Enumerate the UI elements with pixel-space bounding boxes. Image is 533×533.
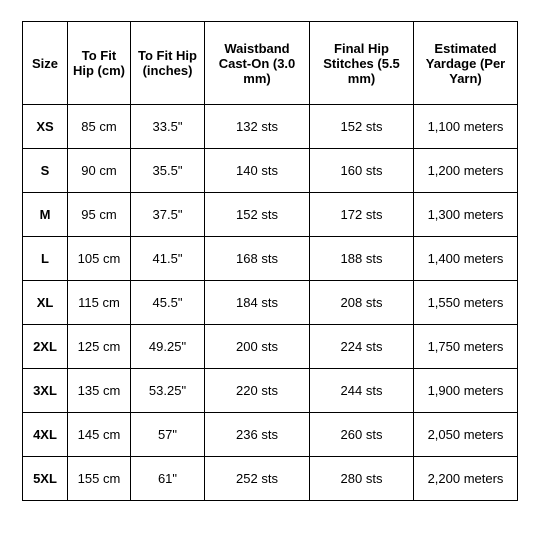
size-cell: XS [23,105,68,149]
hip-stitches-cell: 224 sts [310,325,414,369]
size-cell: L [23,237,68,281]
table-header [23,22,518,105]
hip-cm-cell: 125 cm [68,325,131,369]
cast-on-cell: 200 sts [205,325,310,369]
size-cell: 5XL [23,457,68,501]
table-row [23,457,518,501]
size-cell: S [23,149,68,193]
cast-on-cell: 168 sts [205,237,310,281]
size-cell: 3XL [23,369,68,413]
cast-on-cell: 236 sts [205,413,310,457]
table-body [23,105,518,501]
hip-cm-cell: 145 cm [68,413,131,457]
hip-inches-cell: 41.5" [131,237,205,281]
hip-inches-cell: 33.5" [131,105,205,149]
header-waistband-cast-on: Waistband Cast-On (3.0 mm) [205,22,310,105]
table-row [23,325,518,369]
table-row [23,105,518,149]
hip-stitches-cell: 260 sts [310,413,414,457]
hip-cm-cell: 90 cm [68,149,131,193]
hip-inches-cell: 61" [131,457,205,501]
hip-stitches-cell: 152 sts [310,105,414,149]
cast-on-cell: 184 sts [205,281,310,325]
table-row [23,149,518,193]
header-row [23,22,518,105]
hip-inches-cell: 45.5" [131,281,205,325]
yardage-cell: 1,900 meters [414,369,518,413]
yardage-cell: 2,050 meters [414,413,518,457]
header-size: Size [23,22,68,105]
size-cell: M [23,193,68,237]
yardage-cell: 1,200 meters [414,149,518,193]
table-row [23,413,518,457]
hip-cm-cell: 105 cm [68,237,131,281]
hip-stitches-cell: 280 sts [310,457,414,501]
cast-on-cell: 132 sts [205,105,310,149]
table-row [23,281,518,325]
hip-inches-cell: 49.25" [131,325,205,369]
header-estimated-yardage: Estimated Yardage (Per Yarn) [414,22,518,105]
size-chart-table [22,21,518,501]
table-row [23,237,518,281]
hip-stitches-cell: 244 sts [310,369,414,413]
hip-cm-cell: 115 cm [68,281,131,325]
yardage-cell: 1,100 meters [414,105,518,149]
hip-cm-cell: 135 cm [68,369,131,413]
yardage-cell: 1,750 meters [414,325,518,369]
yardage-cell: 1,550 meters [414,281,518,325]
hip-inches-cell: 37.5" [131,193,205,237]
header-hip-cm: To Fit Hip (cm) [68,22,131,105]
cast-on-cell: 220 sts [205,369,310,413]
header-final-hip-stitches: Final Hip Stitches (5.5 mm) [310,22,414,105]
hip-stitches-cell: 160 sts [310,149,414,193]
hip-inches-cell: 35.5" [131,149,205,193]
cast-on-cell: 152 sts [205,193,310,237]
hip-cm-cell: 85 cm [68,105,131,149]
hip-stitches-cell: 208 sts [310,281,414,325]
size-cell: XL [23,281,68,325]
hip-stitches-cell: 188 sts [310,237,414,281]
cast-on-cell: 140 sts [205,149,310,193]
yardage-cell: 1,400 meters [414,237,518,281]
hip-stitches-cell: 172 sts [310,193,414,237]
hip-inches-cell: 57" [131,413,205,457]
table-row [23,193,518,237]
header-hip-inches: To Fit Hip (inches) [131,22,205,105]
yardage-cell: 2,200 meters [414,457,518,501]
cast-on-cell: 252 sts [205,457,310,501]
hip-cm-cell: 95 cm [68,193,131,237]
yardage-cell: 1,300 meters [414,193,518,237]
size-cell: 4XL [23,413,68,457]
hip-cm-cell: 155 cm [68,457,131,501]
table-row [23,369,518,413]
size-cell: 2XL [23,325,68,369]
hip-inches-cell: 53.25" [131,369,205,413]
